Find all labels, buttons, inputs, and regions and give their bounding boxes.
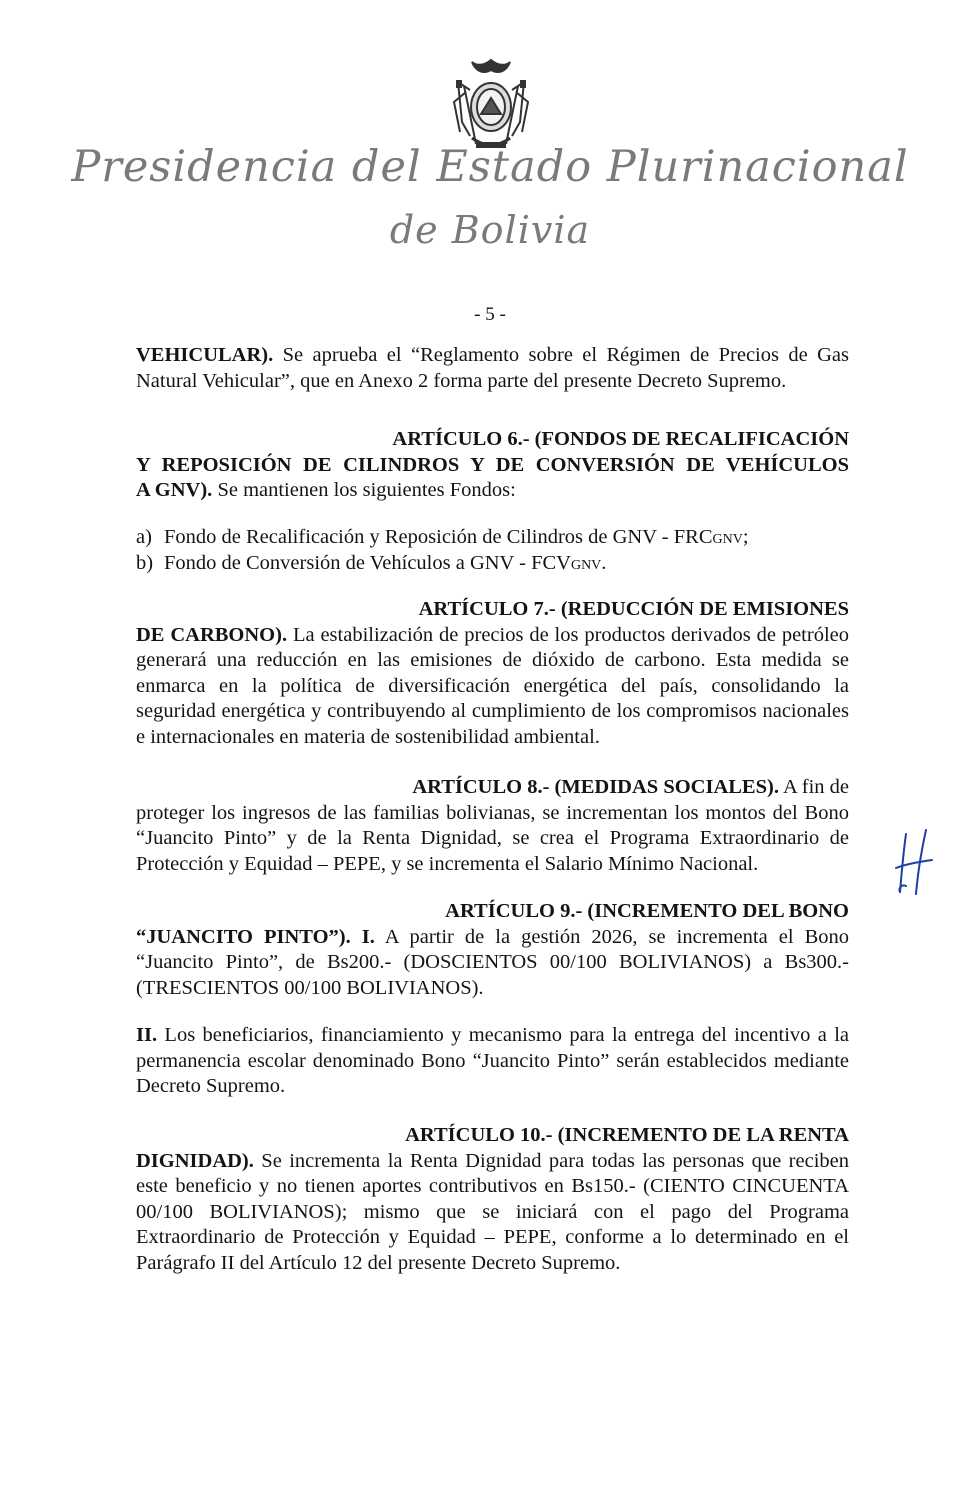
- article-heading-end: DE CARBONO).: [136, 623, 288, 646]
- article-heading: ARTÍCULO 6.- (FONDOS DE RECALIFICACIÓN: [392, 428, 849, 450]
- article-text: La estabilización de precios de los productos derivados de petróleo generará una reducción en las emisiones de dióxido de carbono. Esta medida se enmarca en la política de diversificación energética del país, consolidando la seguridad energética y contribuyendo al cumplimiento de los compromisos nacionales e internacionales en materia de sostenibilidad ambiental.: [136, 623, 850, 748]
- paragraph-number: II.: [136, 1024, 158, 1046]
- article-heading: ARTÍCULO 7.- (REDUCCIÓN DE EMISIONES: [418, 598, 849, 620]
- article-text: Se mantienen los siguientes Fondos:: [212, 479, 516, 502]
- article-8: [136, 775, 849, 877]
- paragraph-text: Se aprueba el “Reglamento sobre el Régimen de Precios de Gas Natural Vehicular”, que en Anexo 2 forma parte del presente Decreto Supremo.: [136, 344, 849, 392]
- list-item-text: Fondo de Conversión de Vehículos a GNV - FCV: [164, 552, 571, 574]
- list-item-subscript: GNV: [570, 558, 602, 573]
- letterhead-subtitle: de Bolivia: [389, 208, 591, 252]
- article-heading: ARTÍCULO 9.- (INCREMENTO DEL BONO: [445, 900, 849, 922]
- list-item-end: ;: [742, 526, 749, 548]
- list-marker: b): [136, 552, 154, 574]
- article-text: Se incrementa la Renta Dignidad para todas las personas que reciben este beneficio y no tienen aportes contributivos en Bs150.- (CIENTO CINCUENTA 00/100 BOLIVIANOS); mismo que se iniciará con el pago del Programa Extraordinario de Protección y Equidad – PEPE, conforme a lo determinado en el Parágrafo II del Artículo 12 del presente Decreto Supremo.: [136, 1149, 849, 1274]
- article-7: [136, 597, 849, 751]
- article-text: A partir de la gestión 2026, se incrementa el Bono “Juancito Pinto”, de Bs200.- (DOSCIENTOS 00/100 BOLIVIANOS) a Bs300.- (TRESCIENTOS 00/100 BOLIVIANOS).: [136, 925, 849, 999]
- paragraph-bold: VEHICULAR).: [136, 344, 274, 366]
- article-text: proteger los ingresos de las familias bolivianas, se incrementan los montos del Bono “Juancito Pinto” y de la Renta Dignidad, se crea el Programa Extraordinario de Protección y Equidad – PEPE, y se incrementa el Salario Mínimo Nacional.: [136, 801, 849, 875]
- article-9-paragraph-ii: [136, 1023, 849, 1100]
- list-item: [136, 525, 849, 553]
- list-item-text: Fondo de Recalificación y Reposición de Cilindros de GNV - FRC: [164, 526, 713, 548]
- handwritten-initials-icon: [892, 828, 936, 898]
- list-item-end: .: [601, 552, 607, 574]
- article-heading: ARTÍCULO 8.- (MEDIDAS SOCIALES).: [412, 776, 779, 798]
- letterhead-title: Presidencia del Estado Plurinacional: [71, 142, 909, 192]
- paragraph-text: Los beneficiarios, financiamiento y mecanismo para la entrega del incentivo a la permanencia escolar denominado Bono “Juancito Pinto” serán establecidos mediante Decreto Supremo.: [136, 1024, 849, 1098]
- page-number: - 5 -: [474, 304, 506, 325]
- paragraph-art5-end: [136, 343, 849, 394]
- article-10: [136, 1123, 849, 1277]
- article-6: [136, 427, 849, 504]
- list-item-subscript: GNV: [712, 532, 743, 547]
- list-item: [136, 551, 849, 579]
- article-heading-line: Y REPOSICIÓN DE CILINDROS Y DE CONVERSIÓN DE VEHÍCULOS: [136, 453, 849, 476]
- article-heading-end: DIGNIDAD).: [136, 1149, 254, 1172]
- article-9: [136, 899, 849, 1001]
- article-heading-end: “JUANCITO PINTO”). I.: [136, 925, 375, 948]
- article-text-first: A fin de: [778, 776, 849, 798]
- list-marker: a): [136, 526, 152, 548]
- article-heading-end: A GNV).: [136, 479, 213, 502]
- article-heading: ARTÍCULO 10.- (INCREMENTO DE LA RENTA: [405, 1124, 849, 1146]
